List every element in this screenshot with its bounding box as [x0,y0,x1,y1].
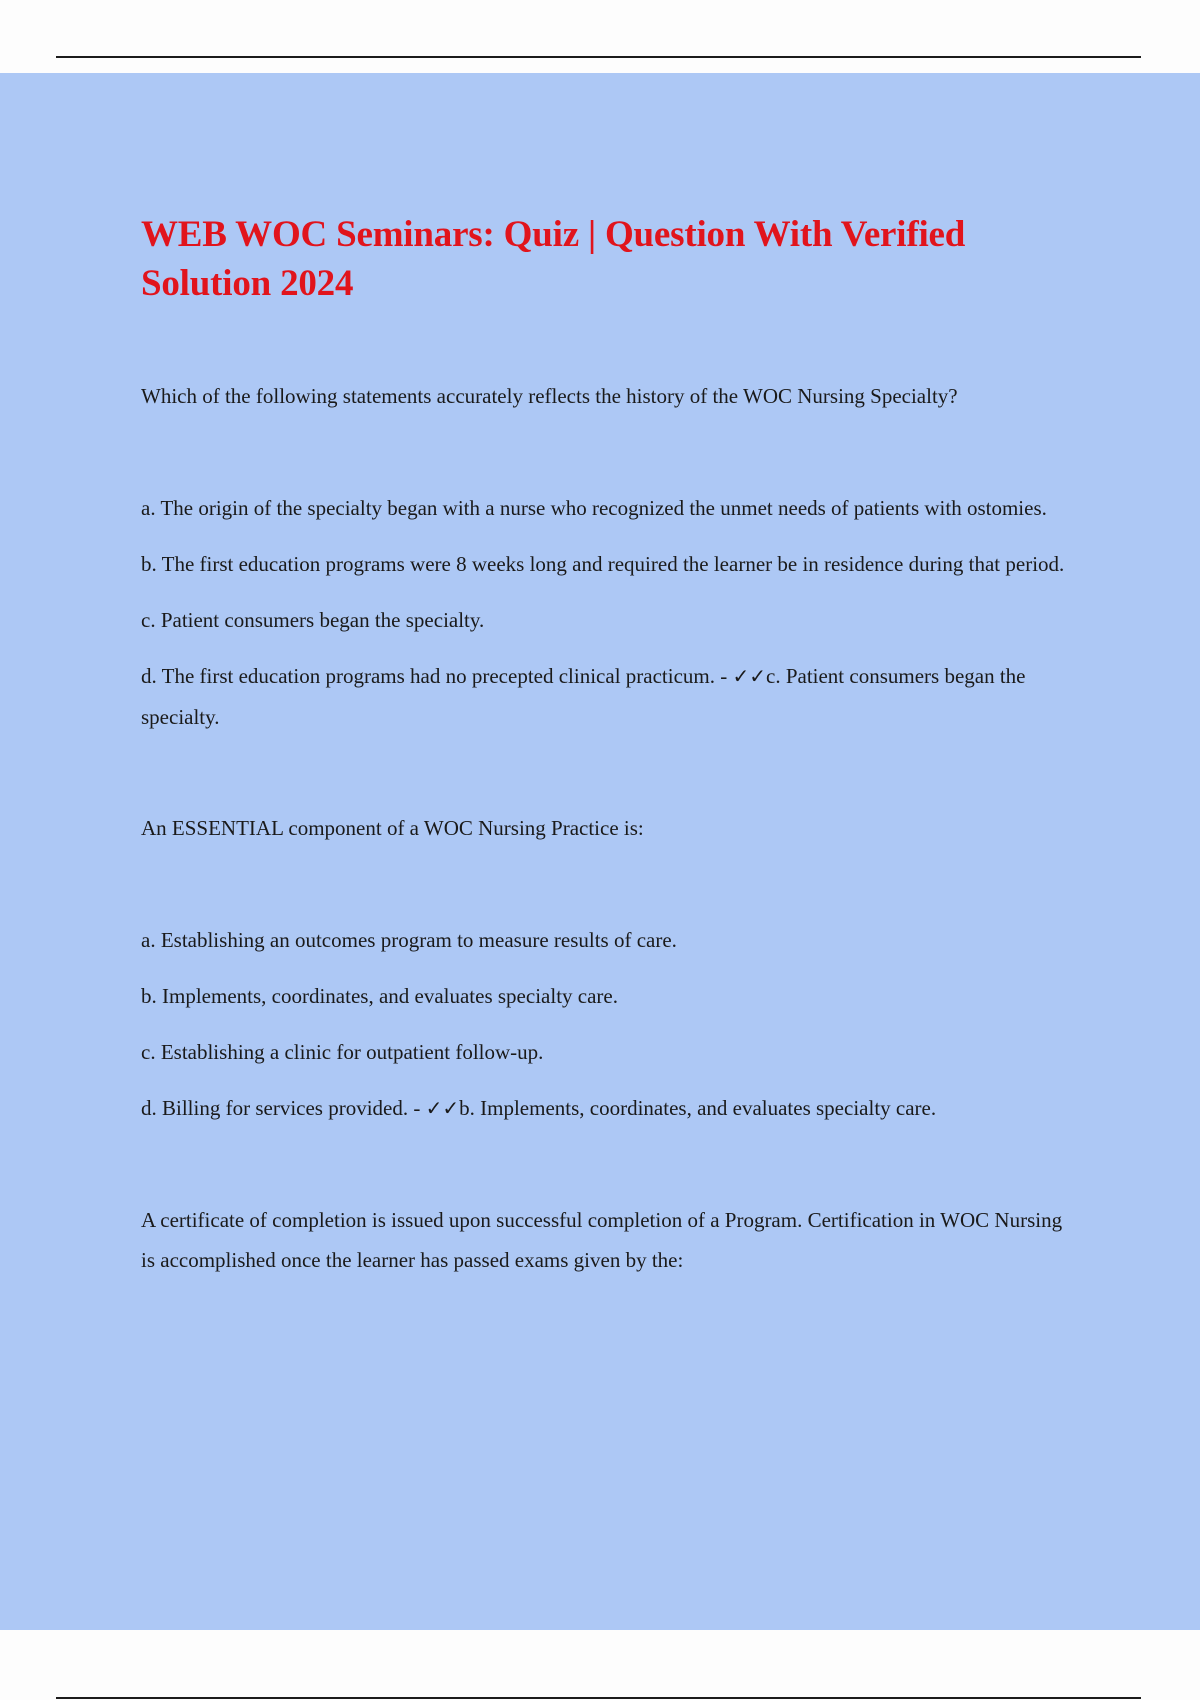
check-mark-icon: ✓✓ [425,1096,460,1120]
question-3-prompt: A certificate of completion is issued upon successful completion of a Program. Certification in WOC Nursing is accomplished once the learner has passed exams given by the: [141,1208,1063,1272]
question-1-option-d [141,656,1081,738]
question-2-options [141,920,1081,1129]
document-title: WEB WOC Seminars: Quiz | Question With Verified Solution 2024 [141,214,966,304]
question-1-prompt: Which of the following statements accurately reflects the history of the WOC Nursing Specialty? [141,384,958,408]
question-2-option-c: c. Establishing a clinic for outpatient follow-up. [141,1040,544,1064]
document-content [141,210,1081,1280]
top-rule [56,56,1141,58]
question-1-option-d-text: d. The first education programs had no precepted clinical practicum. - [141,664,733,688]
question-1-answer: c. Patient consumers began the specialty. [141,664,1026,729]
question-2-option-b: b. Implements, coordinates, and evaluates specialty care. [141,984,618,1008]
bottom-rule [56,1697,1141,1699]
question-2-prompt: An ESSENTIAL component of a WOC Nursing Practice is: [141,816,644,840]
question-1-option-a: a. The origin of the specialty began with a nurse who recognized the unmet needs of patients with ostomies. [141,496,1047,520]
question-1-options [141,488,1081,738]
check-mark-icon: ✓✓ [732,664,766,688]
question-2-option-d [141,1088,1081,1129]
question-2-option-a: a. Establishing an outcomes program to measure results of care. [141,928,677,952]
question-2-answer: b. Implements, coordinates, and evaluates specialty care. [459,1096,937,1120]
question-1-option-c: c. Patient consumers began the specialty. [141,608,485,632]
question-1-option-b: b. The first education programs were 8 weeks long and required the learner be in residence during that period. [141,552,1065,576]
question-2-option-d-text: d. Billing for services provided. - [141,1096,426,1120]
